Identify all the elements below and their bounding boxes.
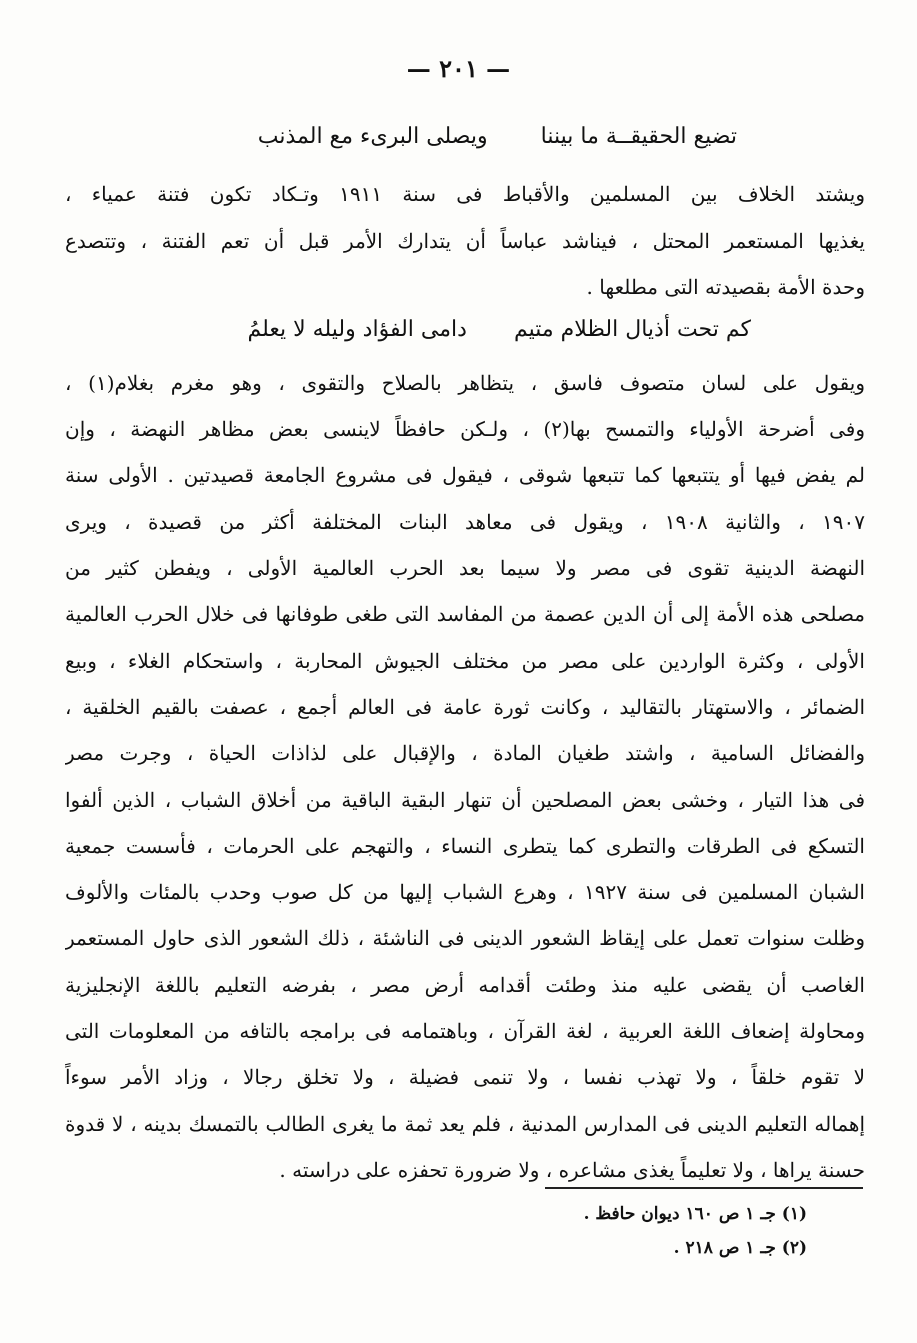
paragraph-line: مصلحى هذه الأمة إلى أن الدين عصمة من المفاسد التى طغى طوفانها فى خلال الحرب العالمية — [65, 602, 865, 626]
paragraph-line: ومحاولة إضعاف اللغة العربية ، لغة القرآن ، وباهتمامه فى برامجه بالتافه من المعلومات التى — [65, 1019, 865, 1043]
paragraph-line: ويقول على لسان متصوف فاسق ، يتظاهر بالصلاح والتقوى ، وهو مغرم بغلام(١) ، — [65, 371, 865, 395]
paragraph-line: وحدة الأمة بقصيدته التى مطلعها . — [586, 275, 865, 299]
paragraph-line: وظلت سنوات تعمل على إيقاظ الشعور الدينى فى الناشئة ، ذلك الشعور الذى حاول المستعمر — [65, 926, 865, 950]
paragraph-line: حسنة يراها ، ولا تعليماً يغذى مشاعره ، ولا ضرورة تحفزه على دراسته . — [279, 1158, 865, 1182]
paragraph-line: الأولى ، وكثرة الواردين على مصر من مختلف الجيوش المحاربة ، واستحكام الغلاء ، وبيع — [65, 649, 865, 673]
paragraph-line: والفضائل السامية ، واشتد طغيان المادة ، والإقبال على لذاذات الحياة ، وجرت مصر — [65, 741, 865, 765]
paragraph-line: وفى أضرحة الأولياء والتمسح بها(٢) ، ولـكن حافظاً لاينسى بعض مظاهر النهضة ، وإن — [65, 417, 865, 441]
paragraph-line: فى هذا التيار ، وخشى بعض المصلحين أن تنهار البقية الباقية من أخلاق الشباب ، الذين ألفوا — [65, 788, 865, 812]
verse-1-first-hemistich: تضيع الحقيقــة ما بيننا — [540, 124, 737, 149]
verse-2 — [247, 317, 751, 342]
paragraph-line: الضمائر ، والاستهتار بالتقاليد ، وكانت ثورة عامة فى العالم أجمع ، عصفت بالقيم الخلقية ، — [65, 695, 865, 719]
paragraph-line: لم يفض فيها أو يتتبعها كما تتبعها شوقى ، فيقول فى مشروع الجامعة قصيدتين . الأولى سنة — [65, 463, 865, 487]
paragraph-line: لا تقوم خلقاً ، ولا تهذب نفسا ، ولا تنمى فضيلة ، ولا تخلق رجالا ، وزاد الأمر سوءاً — [65, 1065, 865, 1089]
verse-1-second-hemistich: ويصلى البرىء مع المذنب — [257, 124, 488, 149]
paragraph-line: يغذيها المستعمر المحتل ، فيناشد عباساً أن يتدارك الأمر قبل أن تعم الفتنة ، وتتصدع — [65, 229, 865, 253]
footnote-2: (٢) جـ ١ ص ٢١٨ . — [673, 1238, 807, 1258]
paragraph-line: النهضة الدينية تقوى فى مصر ولا سيما بعد الحرب العالمية الأولى ، ويفطن كثير من — [65, 556, 865, 580]
footnote-divider — [545, 1187, 863, 1189]
paragraph-line: الغاصب أن يقضى عليه منذ وطئت أقدامه أرض مصر ، بفرضه التعليم باللغة الإنجليزية — [65, 973, 865, 997]
verse-2-second-hemistich: دامى الفؤاد وليله لا يعلمُ — [247, 317, 467, 342]
footnote-1: (١) جـ ١ ص ١٦٠ ديوان حافظ . — [583, 1204, 807, 1224]
verse-2-first-hemistich: كم تحت أذيال الظلام متيم — [513, 317, 751, 342]
paragraph-line: الشبان المسلمين فى سنة ١٩٢٧ ، وهرع الشباب إليها من كل صوب وحدب بالمئات والألوف — [65, 880, 865, 904]
page-number: — ٢٠١ — — [406, 54, 511, 83]
verse-1 — [258, 124, 737, 149]
paragraph-line: التسكع فى الطرقات والتطرى كما يتطرى النساء ، والتهجم على الحرمات ، فأسست جمعية — [65, 834, 865, 858]
paragraph-line: إهماله التعليم الدينى فى المدارس المدنية ، فلم يعد ثمة ما يغرى الطالب بالتمسك بدينه ، لا قدوة — [65, 1112, 865, 1136]
paragraph-line: ١٩٠٧ ، والثانية ١٩٠٨ ، ويقول فى معاهد البنات المختلفة أكثر من قصيدة ، ويرى — [65, 510, 865, 534]
paragraph-line: ويشتد الخلاف بين المسلمين والأقباط فى سنة ١٩١١ وتـكاد تكون فتنة عمياء ، — [65, 182, 865, 206]
